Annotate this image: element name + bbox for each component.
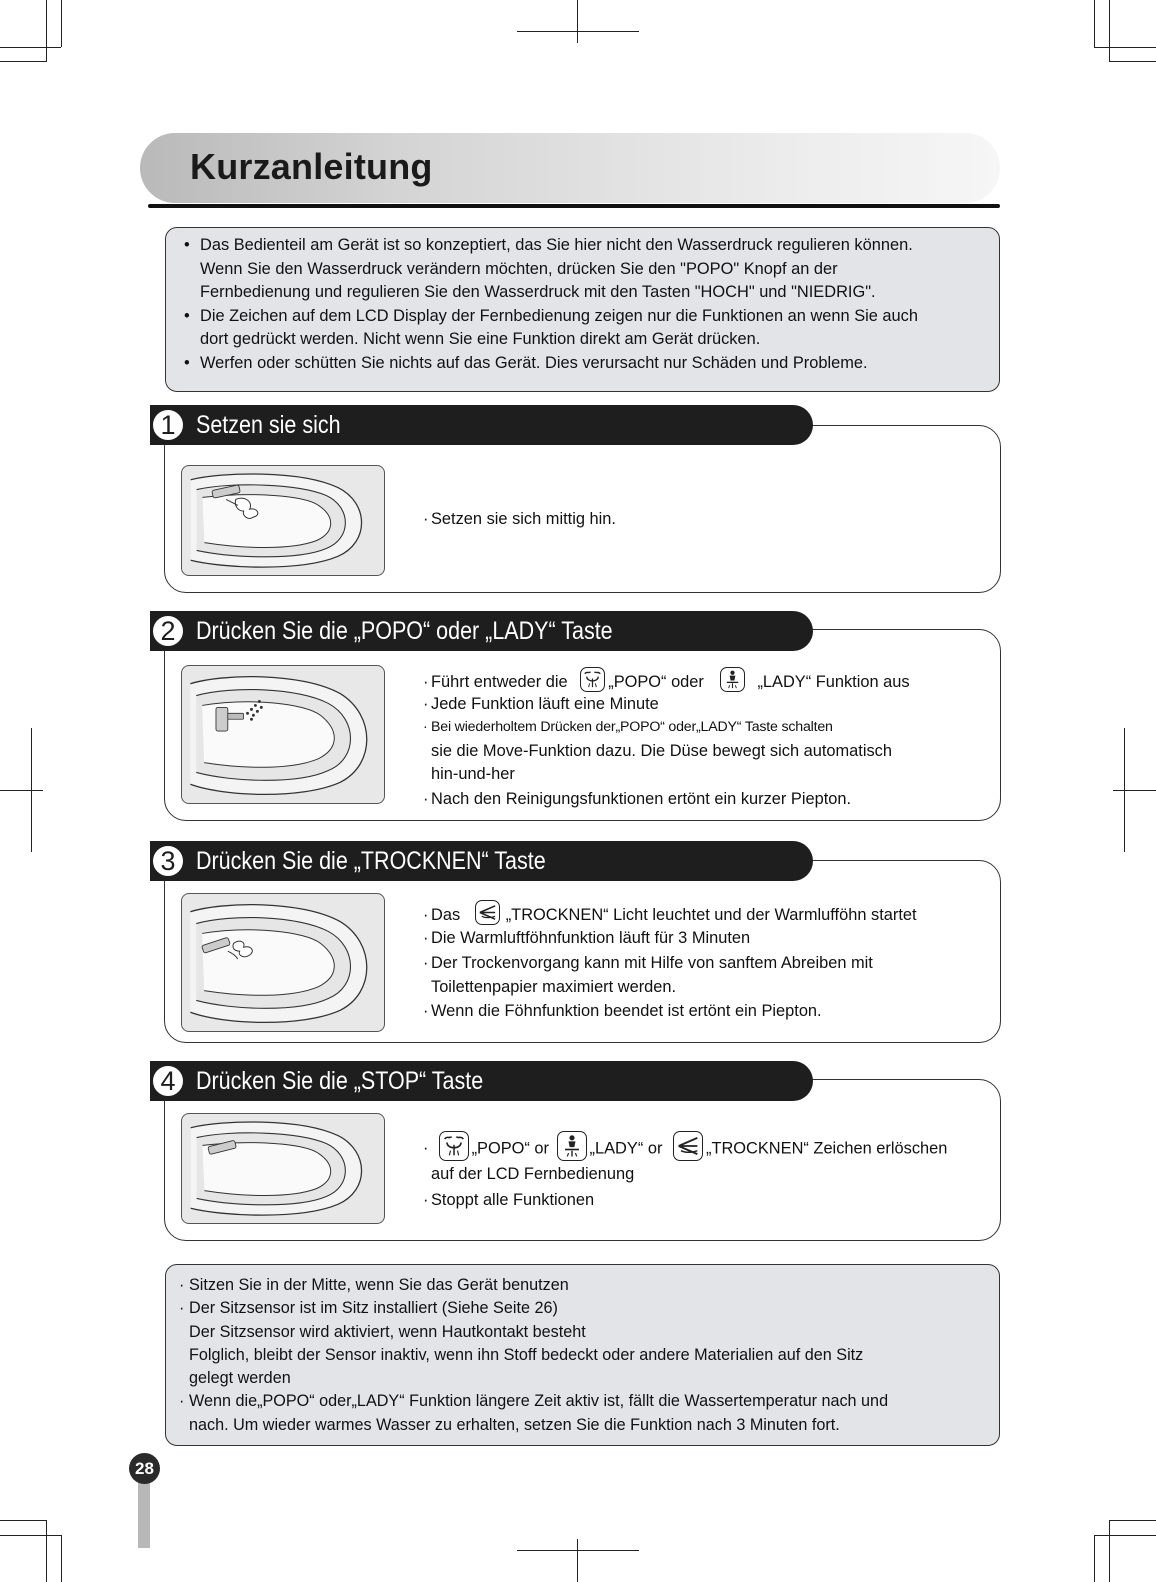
crop-mark bbox=[0, 1535, 61, 1536]
dryer-icon bbox=[673, 1131, 703, 1161]
step-3-number: 3 bbox=[150, 843, 186, 879]
step-4-line-2: auf der LCD Fernbedienung bbox=[431, 1165, 635, 1183]
step-2-line-3: · Bei wiederholtem Drücken der„POPO“ oder„LADY“ Taste schalten bbox=[423, 719, 833, 735]
crop-mark bbox=[0, 1520, 47, 1521]
step-2-line-6: · Nach den Reinigungsfunktionen ertönt ein kurzer Piepton. bbox=[423, 790, 852, 808]
notice-item: · Der Sitzsensor ist im Sitz installiert (Siehe Seite 26) Der Sitzsensor wird aktiviert, wenn Hautkontakt besteht Folglich, bleibt der Sensor inaktiv, wenn ihn Stoff bedeckt oder andere Materialien auf den Sitz gelegt werden bbox=[176, 1297, 987, 1390]
notice-box-bottom bbox=[165, 1264, 1000, 1446]
crop-mark bbox=[517, 31, 639, 32]
crop-mark bbox=[517, 1550, 639, 1551]
step-2-line-4: sie die Move-Funktion dazu. Die Düse bewegt sich automatisch bbox=[431, 742, 892, 760]
lady-spray-icon bbox=[720, 667, 745, 692]
notice-item: • Die Zeichen auf dem LCD Display der Fernbedienung zeigen nur die Funktionen an wenn Sie auch dort gedrückt werden. Nicht wenn Sie eine Funktion direkt am Gerät drücken. bbox=[180, 305, 987, 352]
seat-illustration-sit bbox=[181, 465, 385, 576]
crop-mark bbox=[1109, 1520, 1110, 1582]
seat-illustration-wash bbox=[181, 665, 385, 804]
step-2-title: Drücken Sie die „POPO“ oder „LADY“ Taste bbox=[196, 617, 613, 645]
crop-mark bbox=[1094, 1535, 1095, 1582]
crop-mark bbox=[46, 1520, 47, 1582]
page-title: Kurzanleitung bbox=[190, 146, 433, 187]
popo-spray-icon bbox=[439, 1131, 469, 1161]
seat-illustration-dry bbox=[181, 893, 385, 1032]
page-edge-tab bbox=[138, 1480, 150, 1548]
crop-mark bbox=[1109, 61, 1156, 62]
title-rule bbox=[148, 204, 1000, 208]
crop-mark bbox=[1109, 1520, 1156, 1521]
step-2-number: 2 bbox=[150, 613, 186, 649]
crop-mark bbox=[1109, 0, 1110, 62]
step-4-number: 4 bbox=[150, 1063, 186, 1099]
notice-item: · Sitzen Sie in der Mitte, wenn Sie das Gerät benutzen bbox=[176, 1274, 987, 1297]
crop-mark bbox=[577, 0, 578, 43]
step-1-number: 1 bbox=[150, 407, 186, 443]
crop-mark bbox=[61, 0, 62, 47]
seat-illustration-stop bbox=[181, 1113, 385, 1224]
crop-mark bbox=[1113, 790, 1156, 791]
step-3-title: Drücken Sie die „TROCKNEN“ Taste bbox=[196, 847, 546, 875]
step-4-line-1: · „POPO“ or „LADY“ or „TROCKNEN“ Zeichen erlöschen bbox=[423, 1134, 947, 1164]
step-3-line-5: · Wenn die Föhnfunktion beendet ist ertönt ein Piepton. bbox=[423, 1002, 822, 1020]
popo-spray-icon bbox=[580, 667, 605, 692]
crop-mark bbox=[1094, 1535, 1156, 1536]
crop-mark bbox=[1094, 47, 1156, 48]
step-2-line-5: hin-und-her bbox=[431, 765, 515, 783]
notice-item: • Werfen oder schütten Sie nichts auf das Gerät. Dies verursacht nur Schäden und Probleme. bbox=[180, 352, 987, 376]
dryer-icon bbox=[475, 900, 500, 925]
step-2-line-2: · Jede Funktion läuft eine Minute bbox=[423, 695, 659, 713]
notice-item: · Wenn die„POPO“ oder„LADY“ Funktion längere Zeit aktiv ist, fällt die Wassertemperatur nach und nach. Um wieder warmes Wasser zu erhalten, setzen Sie die Funktion nach 3 Minuten fort. bbox=[176, 1390, 987, 1437]
notice-box-top bbox=[165, 227, 1000, 392]
step-3-line-2: · Die Warmluftföhnfunktion läuft für 3 Minuten bbox=[423, 929, 751, 947]
lady-spray-icon bbox=[557, 1131, 587, 1161]
step-4-title: Drücken Sie die „STOP“ Taste bbox=[196, 1067, 484, 1095]
crop-mark bbox=[61, 1535, 62, 1582]
step-2-line-1: · Führt entweder die „POPO“ oder „LADY“ Funktion aus bbox=[423, 670, 910, 695]
crop-mark bbox=[577, 1539, 578, 1582]
step-1-title: Setzen sie sich bbox=[196, 411, 341, 439]
crop-mark bbox=[1094, 0, 1095, 47]
step-3-line-1: · Das „TROCKNEN“ Licht leuchtet und der Warmlufföhn startet bbox=[423, 903, 917, 928]
crop-mark bbox=[0, 790, 43, 791]
crop-mark bbox=[46, 0, 47, 62]
page-number: 28 bbox=[129, 1453, 160, 1484]
notice-item: • Das Bedienteil am Gerät ist so konzeptiert, das Sie hier nicht den Wasserdruck regulieren können. Wenn Sie den Wasserdruck verändern möchten, drücken Sie den "POPO" Knopf an der Fernbedienung und regulieren Sie den Wasserdruck mit den Tasten "HOCH" und "NIEDRIG". bbox=[180, 234, 987, 305]
step-1-line: · Setzen sie sich mittig hin. bbox=[423, 510, 616, 528]
crop-mark bbox=[0, 61, 47, 62]
crop-mark bbox=[0, 47, 61, 48]
step-3-line-4: Toilettenpapier maximiert werden. bbox=[431, 978, 677, 996]
step-3-line-3: · Der Trockenvorgang kann mit Hilfe von sanftem Abreiben mit bbox=[423, 954, 873, 972]
step-4-line-3: · Stoppt alle Funktionen bbox=[423, 1191, 595, 1209]
